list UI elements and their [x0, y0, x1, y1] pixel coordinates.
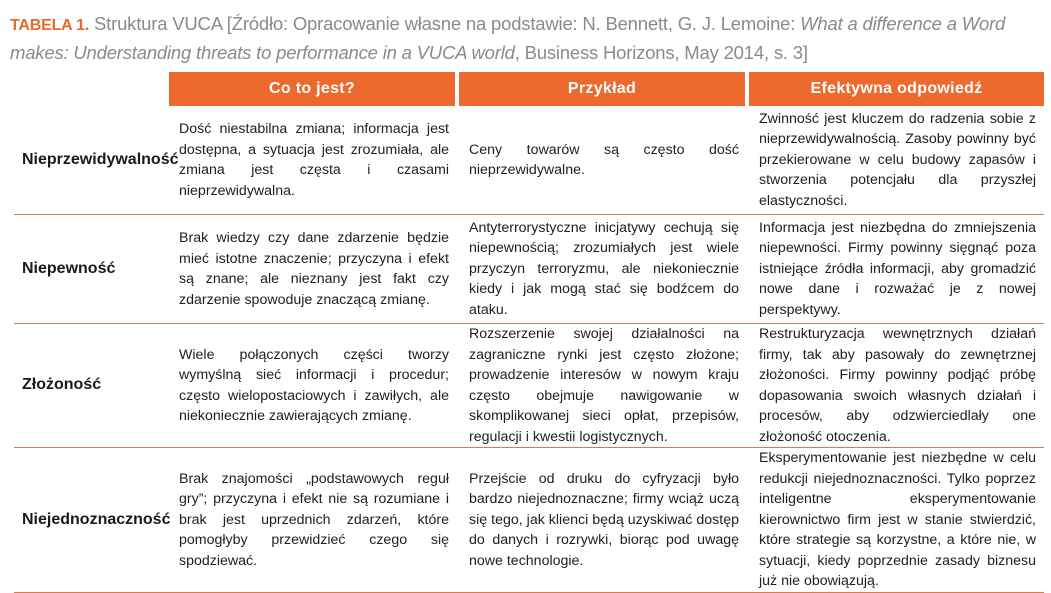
caption-source-suffix: , Business Horizons, May 2014, s. 3]: [514, 42, 808, 63]
cell-response: Informacja jest niezbędna do zmniejszenia niepewności. Firmy powinny sięgnąć poza istniejące źródła informacji, aby gromadzić nowe dane i rozważać je z nowej perspektywy.: [747, 215, 1044, 324]
cell-what: Dość niestabilna zmiana; informacja jest dostępna, a sytuacja jest zrozumiała, ale zmiana jest częsta i czasami nieprzewidywalna.: [167, 106, 457, 215]
cell-example: Przejście od druku do cyfryzacji było bardzo niejednoznaczne; firmy wciąż uczą się tego, jak klienci będą uzyskiwać dostęp do danych i rozrywki, biorąc pod uwagę nowe technologie.: [457, 448, 747, 593]
row-label: Niepewność: [14, 215, 167, 324]
cell-what: Brak znajomości „podstawowych reguł gry”; przyczyna i efekt nie są rozumiane i brak jest uprzednich zdarzeń, które pomogłyby przewidzieć czego się spodziewać.: [167, 448, 457, 593]
cell-response: Restrukturyzacja wewnętrznych działań firmy, tak aby pasowały do zewnętrznej złożoności. Firmy powinny podjąć próbę dopasowania swoich własnych działań i procesów, aby odzwierciedlały one złożoność otoczenia.: [747, 324, 1044, 448]
cell-example: Rozszerzenie swojej działalności na zagraniczne rynki jest często złożone; prowadzenie interesów w nowym kraju często obejmuje nawigowanie w skomplikowanej sieci opłat, przepisów, regulacji i kwestii logistycznych.: [457, 324, 747, 448]
cell-what: Wiele połączonych części tworzy wymyślną sieć informacji i procedur; często wielopostaciowych i zawiłych, ale niekoniecznie zawierających zmianę.: [167, 324, 457, 448]
caption-source-italic: What a difference a Word makes: Understanding threats to performance in a VUCA world: [10, 13, 1006, 63]
cell-example: Antyterrorystyczne inicjatywy cechują się niepewnością; zrozumiałych jest wiele przyczyn terroryzmu, ale niekoniecznie kiedy i jak mogą stać się bodźcem do ataku.: [457, 215, 747, 324]
row-label: Złożoność: [14, 324, 167, 448]
table-header-row: [14, 72, 1044, 106]
row-label: Nieprzewidywalność: [14, 106, 167, 215]
row-label: Niejednoznaczność: [14, 448, 167, 593]
caption-label: TABELA 1.: [10, 17, 90, 34]
table-row: [14, 448, 1044, 593]
header-example: Przykład: [457, 72, 747, 106]
caption-title: Struktura VUCA: [94, 13, 222, 34]
table-row: [14, 215, 1044, 324]
cell-response: Zwinność jest kluczem do radzenia sobie z nieprzewidywalnością. Zasoby powinny być przekierowane w celu budowy zapasów i stworzenia potencjału dla przyszłej elastyczności.: [747, 106, 1044, 215]
cell-what: Brak wiedzy czy dane zdarzenie będzie mieć istotne znaczenie; przyczyna i efekt są znane; ale nieznany jest fakt czy zdarzenie spowoduje znaczącą zmianę.: [167, 215, 457, 324]
cell-example: Ceny towarów są często dość nieprzewidywalne.: [457, 106, 747, 215]
header-response: Efektywna odpowiedź: [747, 72, 1044, 106]
vuca-table: [14, 72, 1044, 593]
table-row: [14, 324, 1044, 448]
header-what: Co to jest?: [167, 72, 457, 106]
table-caption: [10, 10, 1040, 66]
cell-response: Eksperymentowanie jest niezbędne w celu redukcji niejednoznaczności. Tylko poprzez inteligentne eksperymentowanie kierownictwo firm jest w stanie stwierdzić, które strategie są korzystne, a które nie, w sytuacji, kiedy poprzednie zasady biznesu już nie obowiązują.: [747, 448, 1044, 593]
table-row: [14, 106, 1044, 215]
header-blank-cell: [14, 72, 167, 106]
caption-source-prefix: [Źródło: Opracowanie własne na podstawie: N. Bennett, G. J. Lemoine:: [226, 13, 801, 34]
